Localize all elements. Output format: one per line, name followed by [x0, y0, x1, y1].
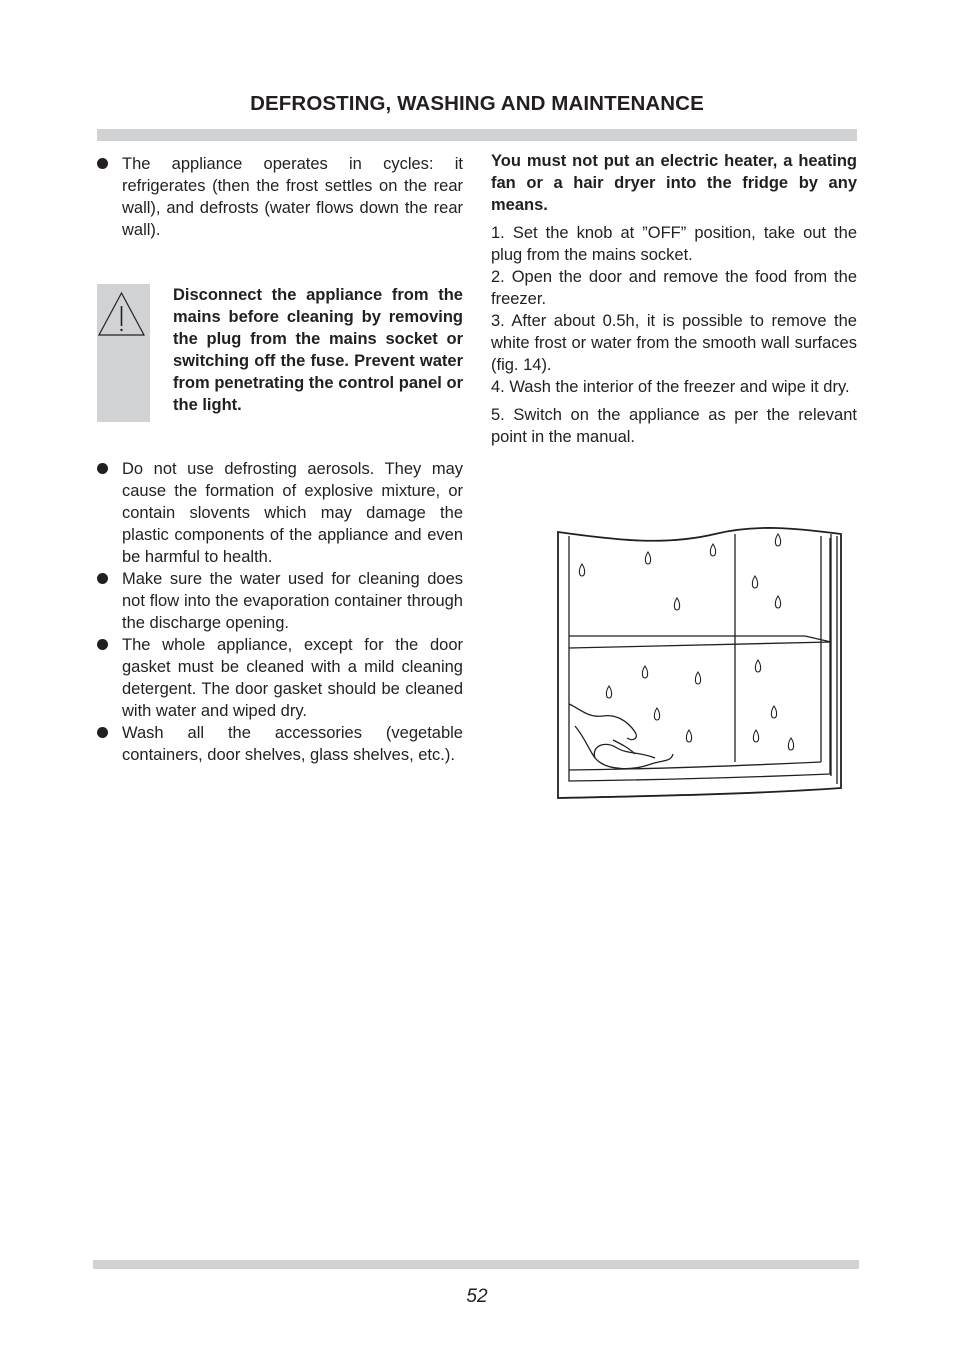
- step-item: 5. Switch on the appliance as per the relevant point in the manual.: [491, 406, 857, 446]
- step-item: 3. After about 0.5h, it is possible to remove the white frost or water from the smooth wall surfaces (fig. 14).: [491, 312, 857, 374]
- header-divider: [97, 129, 857, 141]
- list-item: The whole appliance, except for the door gasket must be cleaned with a mild cleaning detergent. The door gasket should be cleaned with water and wiped dry.: [96, 634, 463, 722]
- step-item: 1. Set the knob at ”OFF” position, take out the plug from the mains socket.: [491, 224, 857, 264]
- freezer-cleaning-illustration: [555, 526, 845, 806]
- intro-bullet: The appliance operates in cycles: it refrigerates (then the frost settles on the rear wall), and defrosts (water flows down the rear wall).: [96, 153, 463, 241]
- page-title: DEFROSTING, WASHING AND MAINTENANCE: [250, 92, 704, 115]
- step-item: 4. Wash the interior of the freezer and wipe it dry.: [491, 378, 850, 396]
- step-item: 2. Open the door and remove the food from the freezer.: [491, 268, 857, 308]
- list-item: Wash all the accessories (vegetable containers, door shelves, glass shelves, etc.).: [96, 722, 463, 766]
- right-column: [491, 150, 857, 448]
- left-column-intro: [96, 153, 463, 241]
- heater-warning: You must not put an electric heater, a heating fan or a hair dryer into the fridge by any means.: [491, 152, 857, 214]
- warning-text: Disconnect the appliance from the mains before cleaning by removing the plug from the mains socket or switching off the fuse. Prevent water from penetrating the control panel or the light.: [173, 286, 463, 414]
- page-number: 52: [466, 1286, 488, 1307]
- list-item: Make sure the water used for cleaning does not flow into the evaporation container through the discharge opening.: [96, 568, 463, 634]
- warning-bar: [97, 284, 150, 422]
- warning-box: [97, 284, 463, 422]
- footer-divider: [93, 1260, 859, 1269]
- defrost-steps: [491, 222, 857, 448]
- list-item: Do not use defrosting aerosols. They may cause the formation of explosive mixture, or contain slovents which may damage the plastic components of the appliance and even be harmful to health.: [96, 458, 463, 568]
- warning-triangle-icon: [97, 288, 150, 338]
- cleaning-bullets: [96, 458, 463, 766]
